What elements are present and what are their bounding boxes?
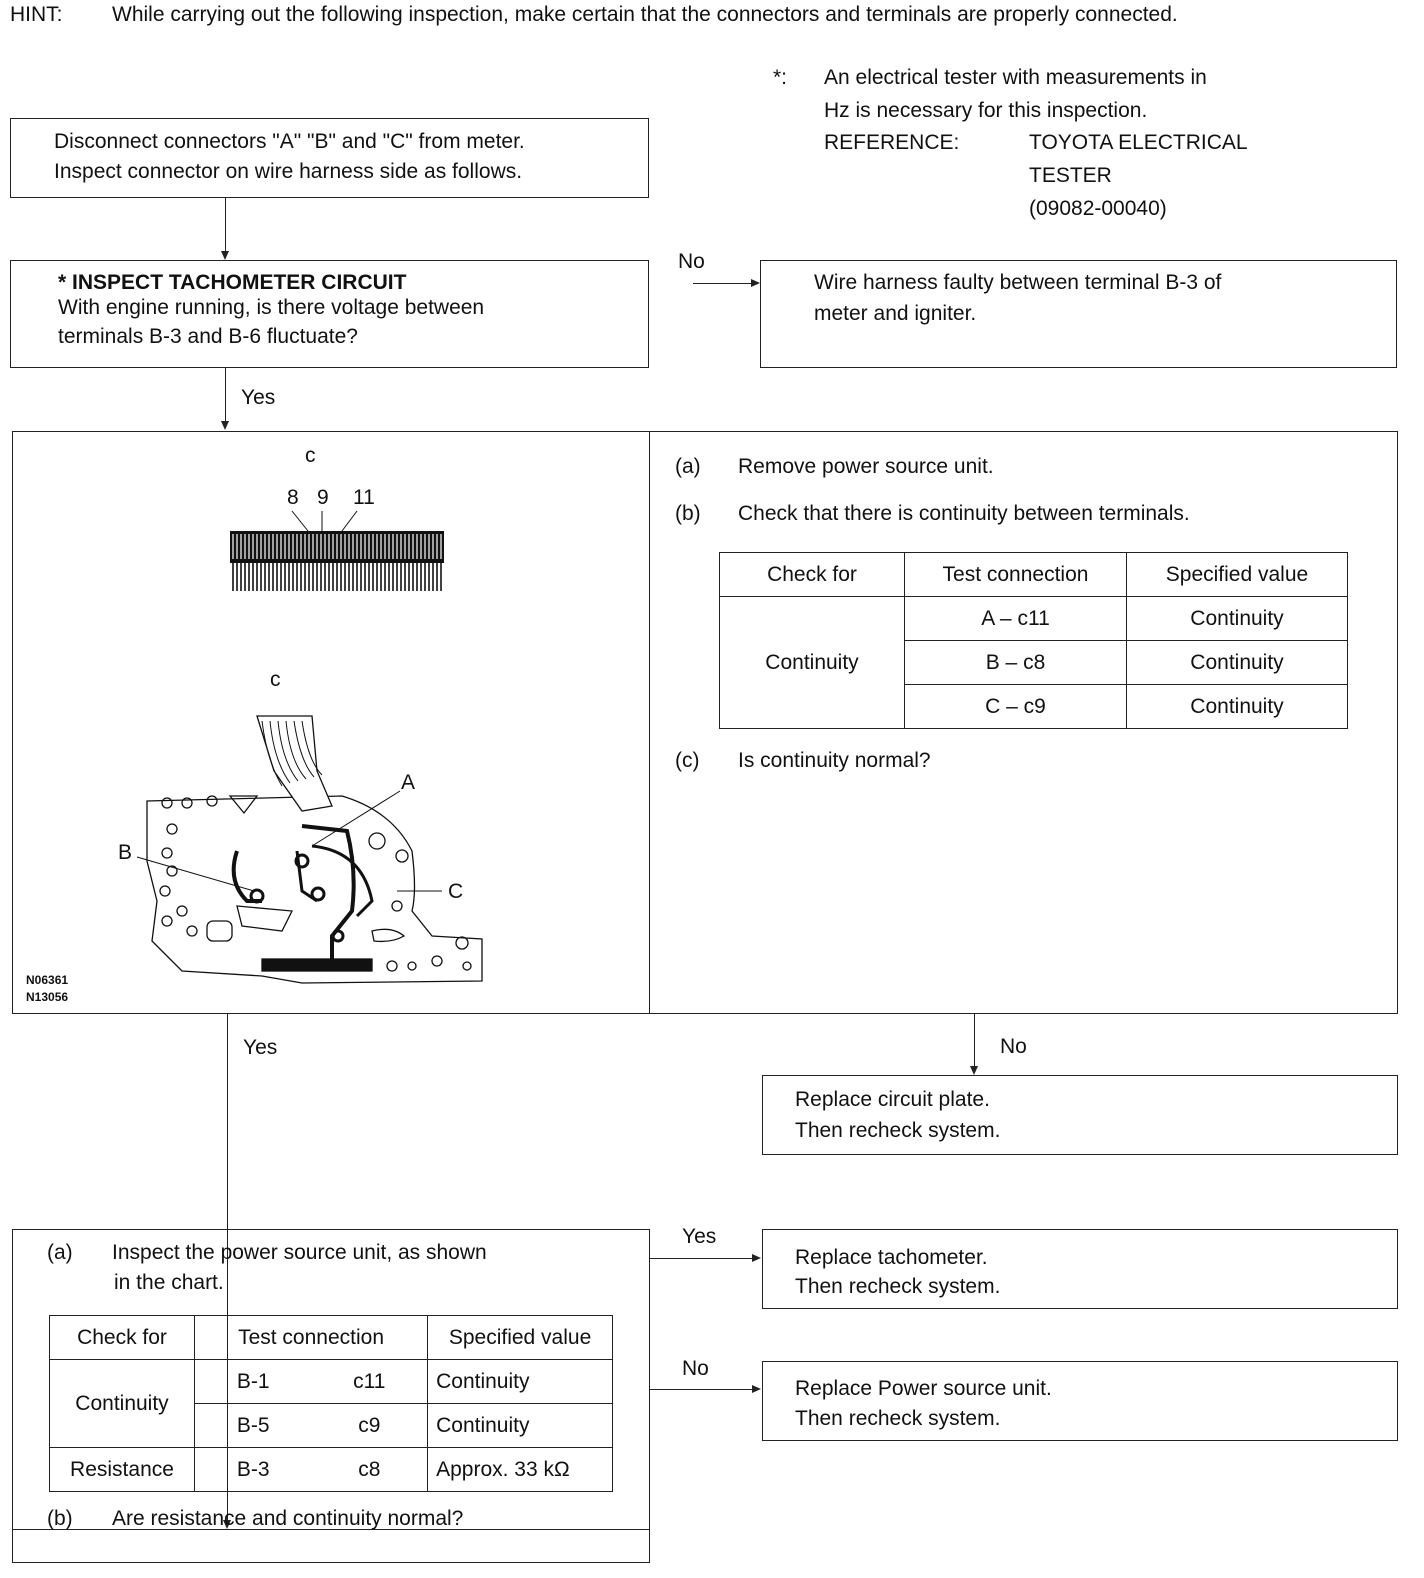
step4-b-text: Are resistance and continuity normal? xyxy=(112,1507,464,1530)
note-marker: *: xyxy=(773,66,788,89)
table-cell: B-1 xyxy=(195,1360,312,1404)
table-cell: Continuity xyxy=(428,1404,613,1448)
figure-code1: N06361 xyxy=(26,973,69,987)
step2-line2: terminals B-3 and B-6 fluctuate? xyxy=(58,325,358,348)
figure-label-c-bottom: c xyxy=(270,668,281,691)
step4-a-line1: Inspect the power source unit, as shown xyxy=(112,1241,487,1264)
result-circuit-plate-line1: Replace circuit plate. xyxy=(795,1088,990,1111)
step3-a-marker: (a) xyxy=(675,455,701,478)
flow-line xyxy=(974,1014,975,1066)
figure-code2: N13056 xyxy=(26,990,69,1004)
arrow-down-icon xyxy=(970,1066,978,1075)
table-cell: B – c8 xyxy=(905,641,1127,685)
flow-line xyxy=(225,198,226,251)
hint-text: While carrying out the following inspection, make certain that the connectors and terminals are properly connected. xyxy=(112,3,1178,26)
result-power-source-line1: Replace Power source unit. xyxy=(795,1377,1052,1400)
step2-title: * INSPECT TACHOMETER CIRCUIT xyxy=(58,271,407,294)
pin-label-8: 8 xyxy=(287,486,299,509)
connector-illustration xyxy=(230,511,444,593)
no-label: No xyxy=(682,1357,709,1380)
table-header: Test connection xyxy=(195,1316,428,1360)
step4-a-marker: (a) xyxy=(47,1241,73,1264)
table-cell: Continuity xyxy=(1127,597,1348,641)
step2-line1: With engine running, is there voltage between xyxy=(58,296,485,319)
step4-a-line2: in the chart. xyxy=(114,1271,224,1294)
flow-line xyxy=(693,283,751,284)
yes-label: Yes xyxy=(682,1225,717,1248)
table-header: Check for xyxy=(720,553,905,597)
result-harness-line2: meter and igniter. xyxy=(814,302,977,325)
table-cell: Continuity xyxy=(1127,685,1348,729)
flow-line xyxy=(225,368,226,421)
result-tachometer-line1: Replace tachometer. xyxy=(795,1246,988,1269)
table-cell: B-5 xyxy=(195,1404,312,1448)
step3-a-text: Remove power source unit. xyxy=(738,455,994,478)
flow-line xyxy=(650,1258,752,1259)
table-cell: Continuity xyxy=(50,1360,195,1448)
table-cell: Continuity xyxy=(1127,641,1348,685)
step4-b-marker: (b) xyxy=(47,1507,73,1530)
table-cell: Continuity xyxy=(720,597,905,729)
note-ref2: TESTER xyxy=(1029,164,1112,187)
note-line2: Hz is necessary for this inspection. xyxy=(824,99,1148,122)
no-label: No xyxy=(678,250,705,273)
table-cell: C – c9 xyxy=(905,685,1127,729)
note-ref-label: REFERENCE: xyxy=(824,131,960,154)
table-cell: Approx. 33 kΩ xyxy=(428,1448,613,1492)
step4-table xyxy=(49,1315,613,1492)
hint-label: HINT: xyxy=(10,3,63,26)
step3-table xyxy=(719,552,1348,729)
table-header: Check for xyxy=(50,1316,195,1360)
table-header: Specified value xyxy=(1127,553,1348,597)
figure-label-c-side: C xyxy=(448,880,464,903)
step1-line1: Disconnect connectors "A" "B" and "C" from meter. xyxy=(54,130,525,153)
table-cell: Resistance xyxy=(50,1448,195,1492)
result-power-source-line2: Then recheck system. xyxy=(795,1407,1001,1430)
table-cell: c11 xyxy=(311,1360,427,1404)
step1-line2: Inspect connector on wire harness side as follows. xyxy=(54,160,523,183)
note-line1: An electrical tester with measurements in xyxy=(824,66,1207,89)
step3-b-text: Check that there is continuity between terminals. xyxy=(738,502,1190,525)
arrow-right-icon xyxy=(752,1385,761,1393)
table-header: Specified value xyxy=(428,1316,613,1360)
arrow-right-icon xyxy=(751,279,760,287)
figure-label-b: B xyxy=(118,841,133,864)
table-header: Test connection xyxy=(905,553,1127,597)
arrow-down-icon xyxy=(221,421,229,430)
yes-label: Yes xyxy=(241,386,276,409)
result-tachometer-line2: Then recheck system. xyxy=(795,1275,1001,1298)
step3-b-marker: (b) xyxy=(675,502,701,525)
table-cell: c9 xyxy=(311,1404,427,1448)
figure-label-c-top: c xyxy=(305,444,316,467)
no-label: No xyxy=(1000,1035,1027,1058)
flow-line xyxy=(650,1389,752,1390)
step3-c-text: Is continuity normal? xyxy=(738,749,931,772)
yes-label: Yes xyxy=(243,1036,278,1059)
result-harness-line1: Wire harness faulty between terminal B-3 of xyxy=(814,271,1222,294)
step3-c-marker: (c) xyxy=(675,749,700,772)
note-ref3: (09082-00040) xyxy=(1029,197,1167,220)
table-cell: A – c11 xyxy=(905,597,1127,641)
arrow-down-icon xyxy=(221,251,229,260)
pin-label-11: 11 xyxy=(353,486,375,509)
figure-label-a: A xyxy=(401,771,416,794)
circuit-plate-illustration xyxy=(147,716,482,983)
circuit-diagram xyxy=(12,431,650,1014)
table-cell: B-3 xyxy=(195,1448,312,1492)
note-ref1: TOYOTA ELECTRICAL xyxy=(1029,131,1248,154)
table-cell: Continuity xyxy=(428,1360,613,1404)
result-circuit-plate-line2: Then recheck system. xyxy=(795,1119,1001,1142)
arrow-right-icon xyxy=(752,1254,761,1262)
table-cell: c8 xyxy=(311,1448,427,1492)
pin-label-9: 9 xyxy=(317,486,329,509)
